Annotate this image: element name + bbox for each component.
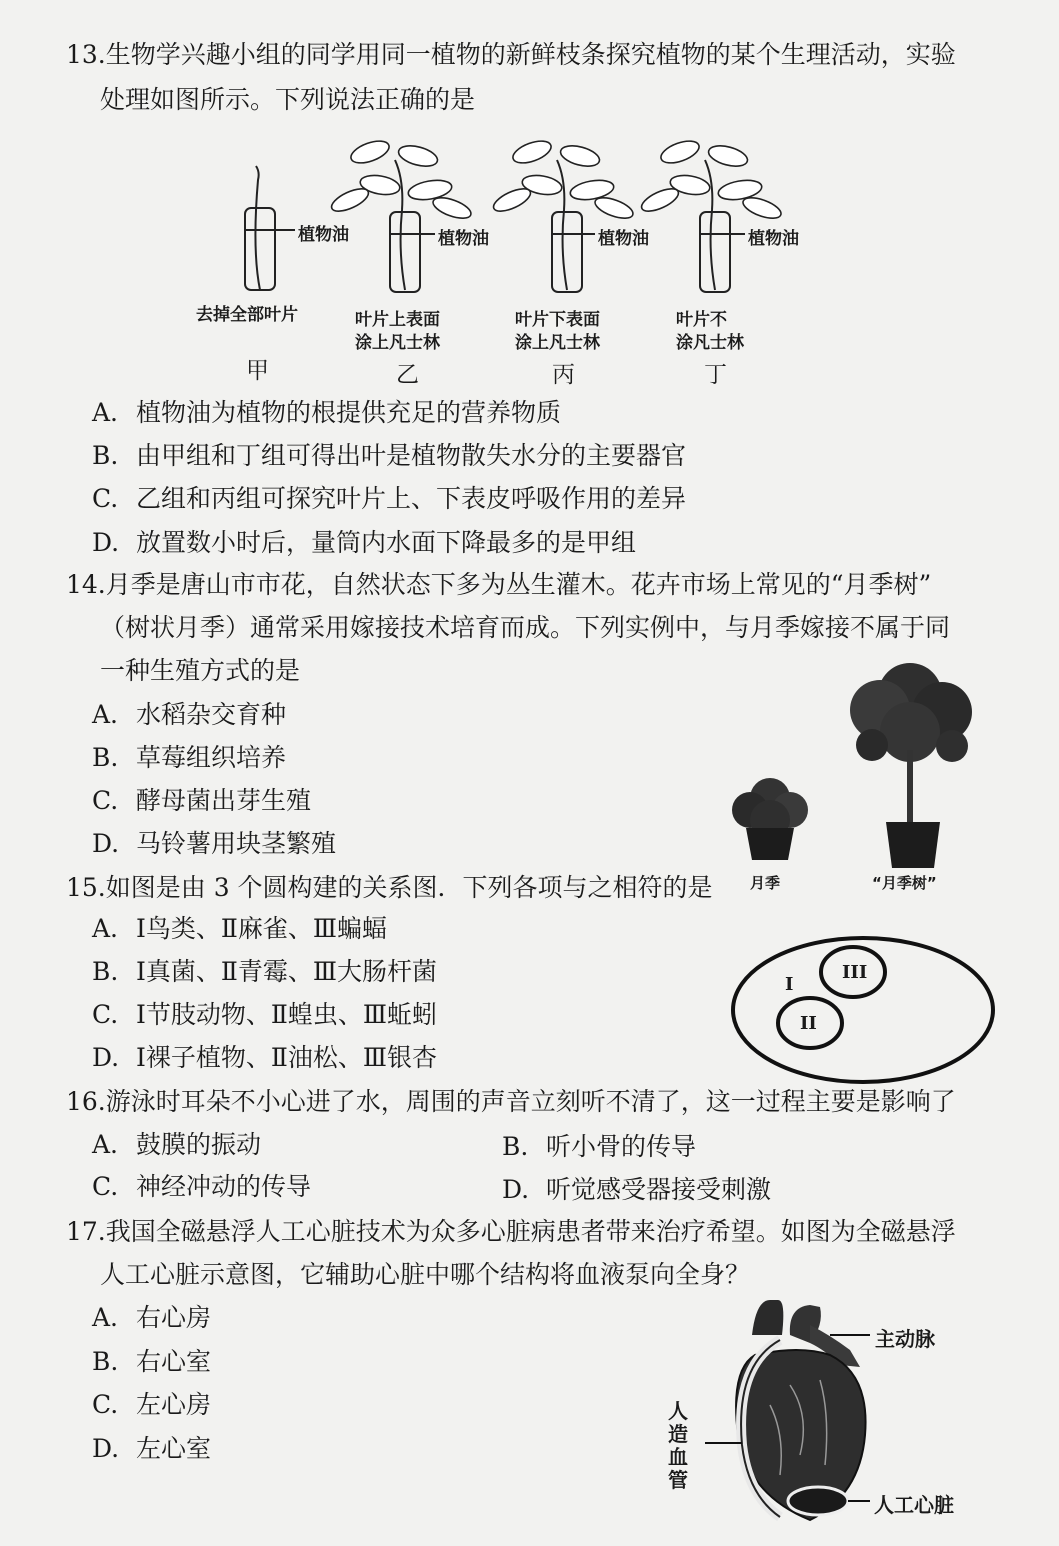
treatment-ding-line2: 涂凡士林 <box>676 333 744 353</box>
treatment-ding-line1: 叶片不 <box>676 310 727 330</box>
option-letter: B. <box>92 743 119 772</box>
oil-label-jia: 植物油 <box>298 225 349 245</box>
relation-circles-drawing <box>728 930 1008 1090</box>
option-letter: D. <box>92 1043 120 1072</box>
option-letter: B. <box>92 441 119 470</box>
option-text: Ⅰ裸子植物、Ⅱ油松、Ⅲ银杏 <box>136 1043 437 1072</box>
artificial-vessel-label: 人造血管 <box>668 1399 688 1492</box>
q13-stem-line2: 处理如图所示。下列说法正确的是 <box>100 85 476 114</box>
option-text: 左心室 <box>136 1434 212 1463</box>
option-text: 放置数小时后，量筒内水面下降最多的是甲组 <box>136 528 637 557</box>
option-letter: D. <box>92 528 120 557</box>
q13-option-b[interactable] <box>92 441 686 471</box>
artificial-heart-label: 人工心脏 <box>874 1493 954 1517</box>
q14-stem-line2: （树状月季）通常采用嫁接技术培育而成。下列实例中，与月季嫁接不属于同 <box>100 613 951 642</box>
option-text: 鼓膜的振动 <box>136 1130 262 1159</box>
treatment-yi-line1: 叶片上表面 <box>355 310 440 330</box>
group-yi: 乙 <box>396 362 419 388</box>
q14-option-a[interactable] <box>92 700 286 730</box>
option-letter: B. <box>92 957 119 986</box>
oil-label-yi: 植物油 <box>438 229 489 249</box>
q13-option-c[interactable] <box>92 484 686 514</box>
q17-stem-line2: 人工心脏示意图，它辅助心脏中哪个结构将血液泵向全身？ <box>100 1260 751 1289</box>
q17-figure <box>660 1295 1000 1535</box>
group-bing: 丙 <box>552 362 575 388</box>
q14-option-c[interactable] <box>92 786 311 816</box>
option-letter: A. <box>92 398 119 427</box>
q15-figure <box>728 930 1008 1090</box>
q14-option-d[interactable] <box>92 829 336 859</box>
q17-option-d[interactable] <box>92 1434 211 1464</box>
option-text: 神经冲动的传导 <box>136 1172 312 1201</box>
q15-stem: 15.如图是由 3 个圆构建的关系图．下列各项与之相符的是 <box>66 873 713 902</box>
option-text: 草莓组织培养 <box>136 743 287 772</box>
q14-stem-line3: 一种生殖方式的是 <box>100 656 301 685</box>
option-text: 左心房 <box>136 1390 212 1419</box>
option-letter: B. <box>502 1132 529 1161</box>
option-letter: A. <box>92 700 119 729</box>
option-letter: A. <box>92 1303 119 1332</box>
q16-stem: 16.游泳时耳朵不小心进了水，周围的声音立刻听不清了，这一过程主要是影响了 <box>66 1087 956 1116</box>
q14-figure <box>720 650 1000 895</box>
rose-label: 月季 <box>750 874 781 892</box>
option-letter: C. <box>92 1172 119 1201</box>
option-letter: B. <box>92 1347 119 1376</box>
q16-option-d[interactable] <box>502 1175 771 1205</box>
treatment-jia-line1: 去掉全部叶片 <box>196 305 298 325</box>
oil-label-ding: 植物油 <box>748 229 799 249</box>
tree-rose-label: “月季树” <box>872 874 937 892</box>
q13-option-d[interactable] <box>92 528 636 558</box>
treatment-bing-line1: 叶片下表面 <box>515 310 600 330</box>
option-letter: D. <box>92 1434 120 1463</box>
circle-I-label: I <box>785 974 794 995</box>
option-letter: A. <box>92 1130 119 1159</box>
option-text: 乙组和丙组可探究叶片上、下表皮呼吸作用的差异 <box>136 484 687 513</box>
group-ding: 丁 <box>704 362 727 388</box>
aorta-label: 主动脉 <box>875 1327 935 1351</box>
option-text: Ⅰ鸟类、Ⅱ麻雀、Ⅲ蝙蝠 <box>136 914 387 943</box>
q16-option-c[interactable] <box>92 1172 311 1202</box>
option-text: Ⅰ真菌、Ⅱ青霉、Ⅲ大肠杆菌 <box>136 957 437 986</box>
option-letter: C. <box>92 1390 119 1419</box>
q16-option-a[interactable] <box>92 1130 261 1160</box>
q13-option-a[interactable] <box>92 398 561 428</box>
circle-II-label: II <box>800 1013 817 1034</box>
q16-option-b[interactable] <box>502 1132 696 1162</box>
option-letter: D. <box>502 1175 530 1204</box>
oil-label-bing: 植物油 <box>598 229 649 249</box>
q17-option-a[interactable] <box>92 1303 211 1333</box>
q15-option-d[interactable] <box>92 1043 437 1073</box>
option-text: 右心房 <box>136 1303 212 1332</box>
q17-stem-line1: 17.我国全磁悬浮人工心脏技术为众多心脏病患者带来治疗希望。如图为全磁悬浮 <box>66 1217 956 1246</box>
option-letter: C. <box>92 1000 119 1029</box>
option-text: 水稻杂交育种 <box>136 700 287 729</box>
q14-option-b[interactable] <box>92 743 286 773</box>
q15-option-a[interactable] <box>92 914 387 944</box>
option-letter: C. <box>92 786 119 815</box>
option-text: 植物油为植物的根提供充足的营养物质 <box>136 398 562 427</box>
option-text: 听觉感受器接受刺激 <box>546 1175 772 1204</box>
q13-stem-line1: 13.生物学兴趣小组的同学用同一植物的新鲜枝条探究植物的某个生理活动，实验 <box>66 40 956 69</box>
option-text: Ⅰ节肢动物、Ⅱ蝗虫、Ⅲ蚯蚓 <box>136 1000 437 1029</box>
q17-option-b[interactable] <box>92 1347 211 1377</box>
q14-stem-line1: 14.月季是唐山市市花，自然状态下多为丛生灌木。花卉市场上常见的“月季树” <box>66 570 932 599</box>
option-text: 酵母菌出芽生殖 <box>136 786 312 815</box>
rose-plants-drawing <box>720 650 1000 895</box>
option-text: 马铃薯用块茎繁殖 <box>136 829 337 858</box>
option-text: 由甲组和丁组可得出叶是植物散失水分的主要器官 <box>136 441 687 470</box>
option-text: 右心室 <box>136 1347 212 1376</box>
q17-option-c[interactable] <box>92 1390 211 1420</box>
option-letter: D. <box>92 829 120 858</box>
option-letter: A. <box>92 914 119 943</box>
option-text: 听小骨的传导 <box>546 1132 697 1161</box>
circle-III-label: III <box>842 962 868 983</box>
treatment-bing-line2: 涂上凡士林 <box>515 333 600 353</box>
group-jia: 甲 <box>246 358 269 384</box>
q15-option-c[interactable] <box>92 1000 437 1030</box>
option-letter: C. <box>92 484 119 513</box>
q15-option-b[interactable] <box>92 957 437 987</box>
treatment-yi-line2: 涂上凡士林 <box>355 333 440 353</box>
q13-figure <box>190 140 850 390</box>
